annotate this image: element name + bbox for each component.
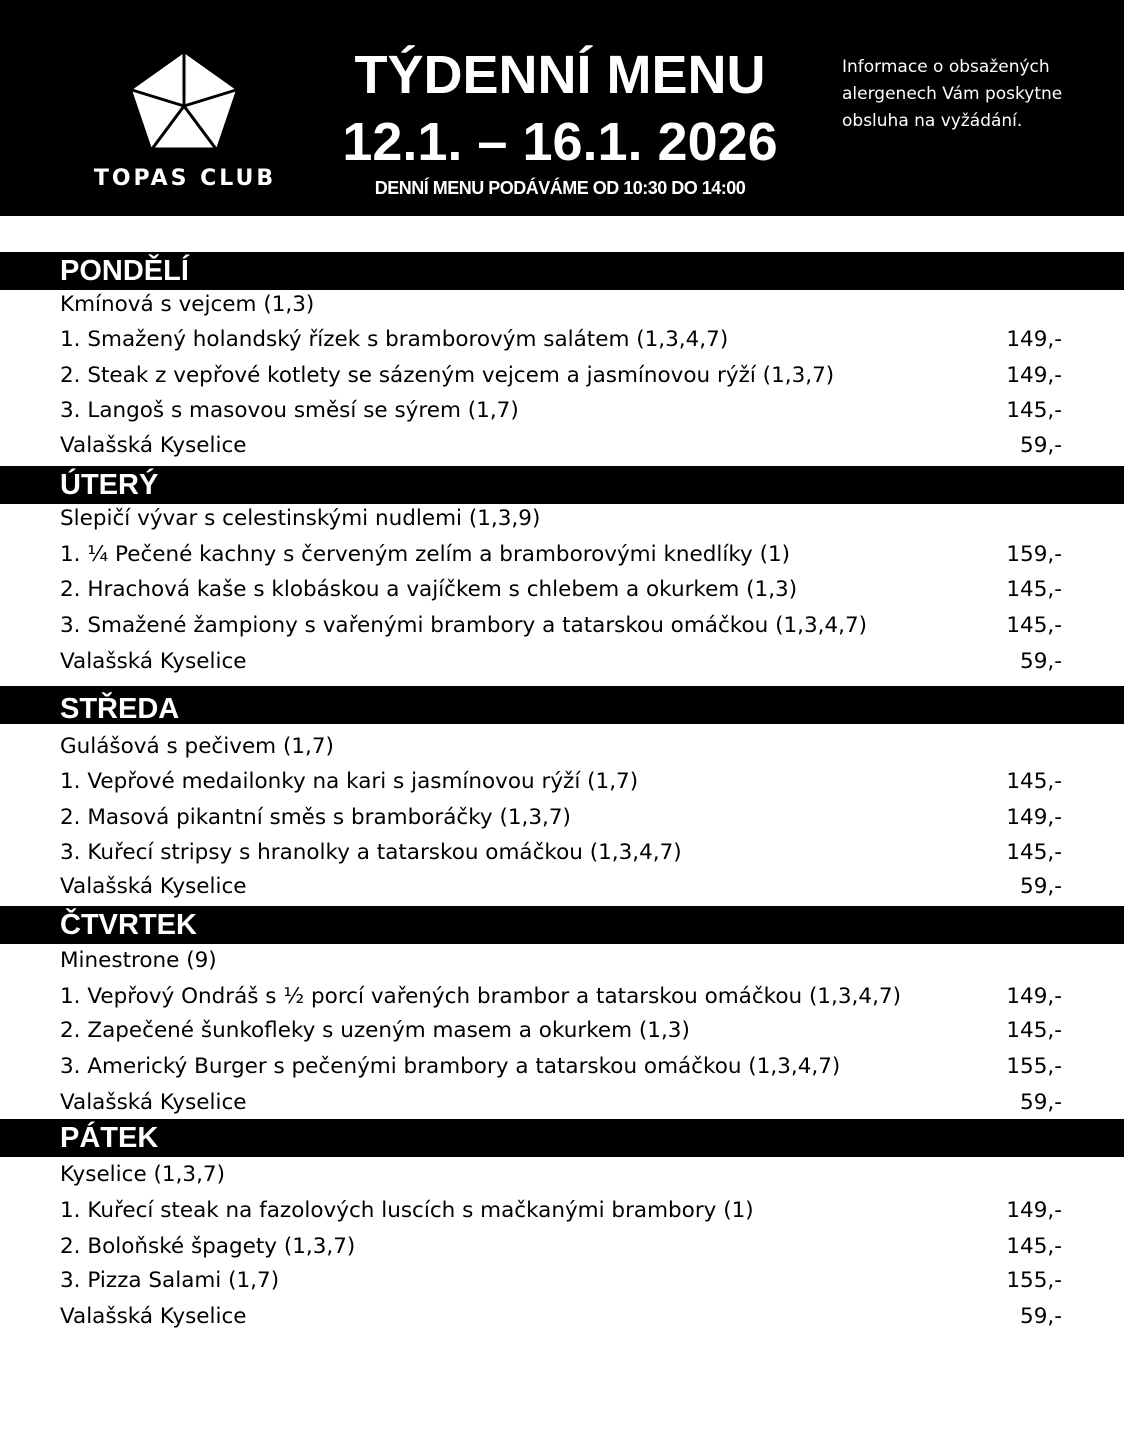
dish-price: 149,- bbox=[1006, 363, 1062, 388]
day-header-tuesday bbox=[0, 466, 1124, 504]
dish-name: 2. Zapečené šunkofleky s uzeným masem a okurkem (1,3) bbox=[60, 1018, 690, 1043]
dish-price: 145,- bbox=[1006, 577, 1062, 602]
title-block bbox=[330, 40, 790, 200]
day-name: ÚTERÝ bbox=[60, 469, 159, 501]
day-name: PONDĚLÍ bbox=[60, 255, 189, 287]
topas-club-logo bbox=[70, 46, 300, 206]
menu-item-row bbox=[60, 572, 1062, 608]
dish-name: 2. Boloňské špagety (1,3,7) bbox=[60, 1234, 356, 1259]
dish-price: 59,- bbox=[1020, 433, 1062, 458]
dish-price: 145,- bbox=[1006, 840, 1062, 865]
menu-item-row bbox=[60, 428, 1062, 464]
menu-item-row bbox=[60, 644, 1062, 680]
soup-name: Slepičí vývar s celestinskými nudlemi (1,3,9) bbox=[60, 506, 541, 531]
menu-item-row bbox=[60, 358, 1062, 394]
dish-name: 1. ¼ Pečené kachny s červeným zelím a bramborovými knedlíky (1) bbox=[60, 542, 791, 567]
menu-item-row bbox=[60, 835, 1062, 871]
allergen-note-line: obsluha na vyžádání. bbox=[842, 111, 1023, 131]
day-header-monday bbox=[0, 252, 1124, 290]
menu-item-row bbox=[60, 1085, 1062, 1121]
dish-name: 1. Vepřový Ondráš s ½ porcí vařených brambor a tatarskou omáčkou (1,3,4,7) bbox=[60, 984, 901, 1009]
dish-name: Valašská Kyselice bbox=[60, 1090, 247, 1115]
dish-name: 1. Smažený holandský řízek s bramborovým salátem (1,3,4,7) bbox=[60, 327, 729, 352]
dish-name: 3. Americký Burger s pečenými brambory a tatarskou omáčkou (1,3,4,7) bbox=[60, 1054, 841, 1079]
dish-price: 159,- bbox=[1006, 542, 1062, 567]
day-header-friday bbox=[0, 1119, 1124, 1157]
soup-name: Minestrone (9) bbox=[60, 948, 217, 973]
menu-item-row bbox=[60, 869, 1062, 905]
menu-dates: 12.1. – 16.1. 2026 bbox=[342, 112, 778, 172]
dish-price: 145,- bbox=[1006, 1234, 1062, 1259]
dish-price: 149,- bbox=[1006, 327, 1062, 352]
allergen-note-line: Informace o obsažených bbox=[842, 57, 1050, 77]
menu-item-row bbox=[60, 1013, 1062, 1049]
day-header-thursday bbox=[0, 906, 1124, 944]
allergen-note bbox=[842, 54, 1082, 135]
dish-price: 145,- bbox=[1006, 398, 1062, 423]
soup-row bbox=[60, 287, 1062, 323]
dish-name: Valašská Kyselice bbox=[60, 433, 247, 458]
dish-price: 145,- bbox=[1006, 613, 1062, 638]
dish-price: 149,- bbox=[1006, 805, 1062, 830]
serving-hours: DENNÍ MENU PODÁVÁME OD 10:30 DO 14:00 bbox=[374, 178, 746, 198]
dish-price: 149,- bbox=[1006, 984, 1062, 1009]
dish-name: 3. Langoš s masovou směsí se sýrem (1,7) bbox=[60, 398, 519, 423]
dish-name: Valašská Kyselice bbox=[60, 649, 247, 674]
menu-item-row bbox=[60, 1229, 1062, 1265]
menu-header bbox=[0, 0, 1124, 216]
soup-name: Kmínová s vejcem (1,3) bbox=[60, 292, 315, 317]
menu-item-row bbox=[60, 1049, 1062, 1085]
dish-name: 2. Masová pikantní směs s bramboráčky (1,3,7) bbox=[60, 805, 571, 830]
pentagon-logo-icon bbox=[128, 50, 240, 152]
day-header-wednesday bbox=[0, 686, 1124, 724]
dish-name: 1. Kuřecí steak na fazolových luscích s mačkanými brambory (1) bbox=[60, 1198, 754, 1223]
logo-text: TOPAS CLUB bbox=[93, 166, 277, 191]
dish-name: Valašská Kyselice bbox=[60, 1304, 247, 1329]
menu-item-row bbox=[60, 1193, 1062, 1229]
menu-item-row bbox=[60, 800, 1062, 836]
dish-name: Valašská Kyselice bbox=[60, 874, 247, 899]
dish-name: 2. Steak z vepřové kotlety se sázeným vejcem a jasmínovou rýží (1,3,7) bbox=[60, 363, 835, 388]
soup-row bbox=[60, 501, 1062, 537]
menu-item-row bbox=[60, 537, 1062, 573]
dish-price: 155,- bbox=[1006, 1054, 1062, 1079]
menu-item-row bbox=[60, 608, 1062, 644]
dish-price: 155,- bbox=[1006, 1268, 1062, 1293]
soup-name: Kyselice (1,3,7) bbox=[60, 1162, 225, 1187]
dish-name: 1. Vepřové medailonky na kari s jasmínovou rýží (1,7) bbox=[60, 769, 639, 794]
dish-price: 59,- bbox=[1020, 1304, 1062, 1329]
menu-item-row bbox=[60, 322, 1062, 358]
dish-price: 59,- bbox=[1020, 649, 1062, 674]
day-name: PÁTEK bbox=[60, 1122, 159, 1154]
soup-row bbox=[60, 943, 1062, 979]
soup-name: Gulášová s pečivem (1,7) bbox=[60, 734, 334, 759]
page-title: TÝDENNÍ MENU bbox=[354, 45, 766, 105]
dish-price: 59,- bbox=[1020, 1090, 1062, 1115]
dish-name: 2. Hrachová kaše s klobáskou a vajíčkem s chlebem a okurkem (1,3) bbox=[60, 577, 798, 602]
menu-item-row bbox=[60, 764, 1062, 800]
day-name: ČTVRTEK bbox=[60, 909, 197, 941]
menu-item-row bbox=[60, 1299, 1062, 1335]
soup-row bbox=[60, 1157, 1062, 1193]
day-name: STŘEDA bbox=[60, 693, 180, 725]
dish-price: 145,- bbox=[1006, 1018, 1062, 1043]
allergen-note-line: alergenech Vám poskytne bbox=[842, 84, 1063, 104]
dish-name: 3. Kuřecí stripsy s hranolky a tatarskou omáčkou (1,3,4,7) bbox=[60, 840, 682, 865]
soup-row bbox=[60, 729, 1062, 765]
menu-item-row bbox=[60, 393, 1062, 429]
menu-item-row bbox=[60, 979, 1062, 1015]
dish-price: 149,- bbox=[1006, 1198, 1062, 1223]
dish-price: 145,- bbox=[1006, 769, 1062, 794]
dish-price: 59,- bbox=[1020, 874, 1062, 899]
dish-name: 3. Pizza Salami (1,7) bbox=[60, 1268, 280, 1293]
menu-item-row bbox=[60, 1263, 1062, 1299]
dish-name: 3. Smažené žampiony s vařenými brambory a tatarskou omáčkou (1,3,4,7) bbox=[60, 613, 868, 638]
